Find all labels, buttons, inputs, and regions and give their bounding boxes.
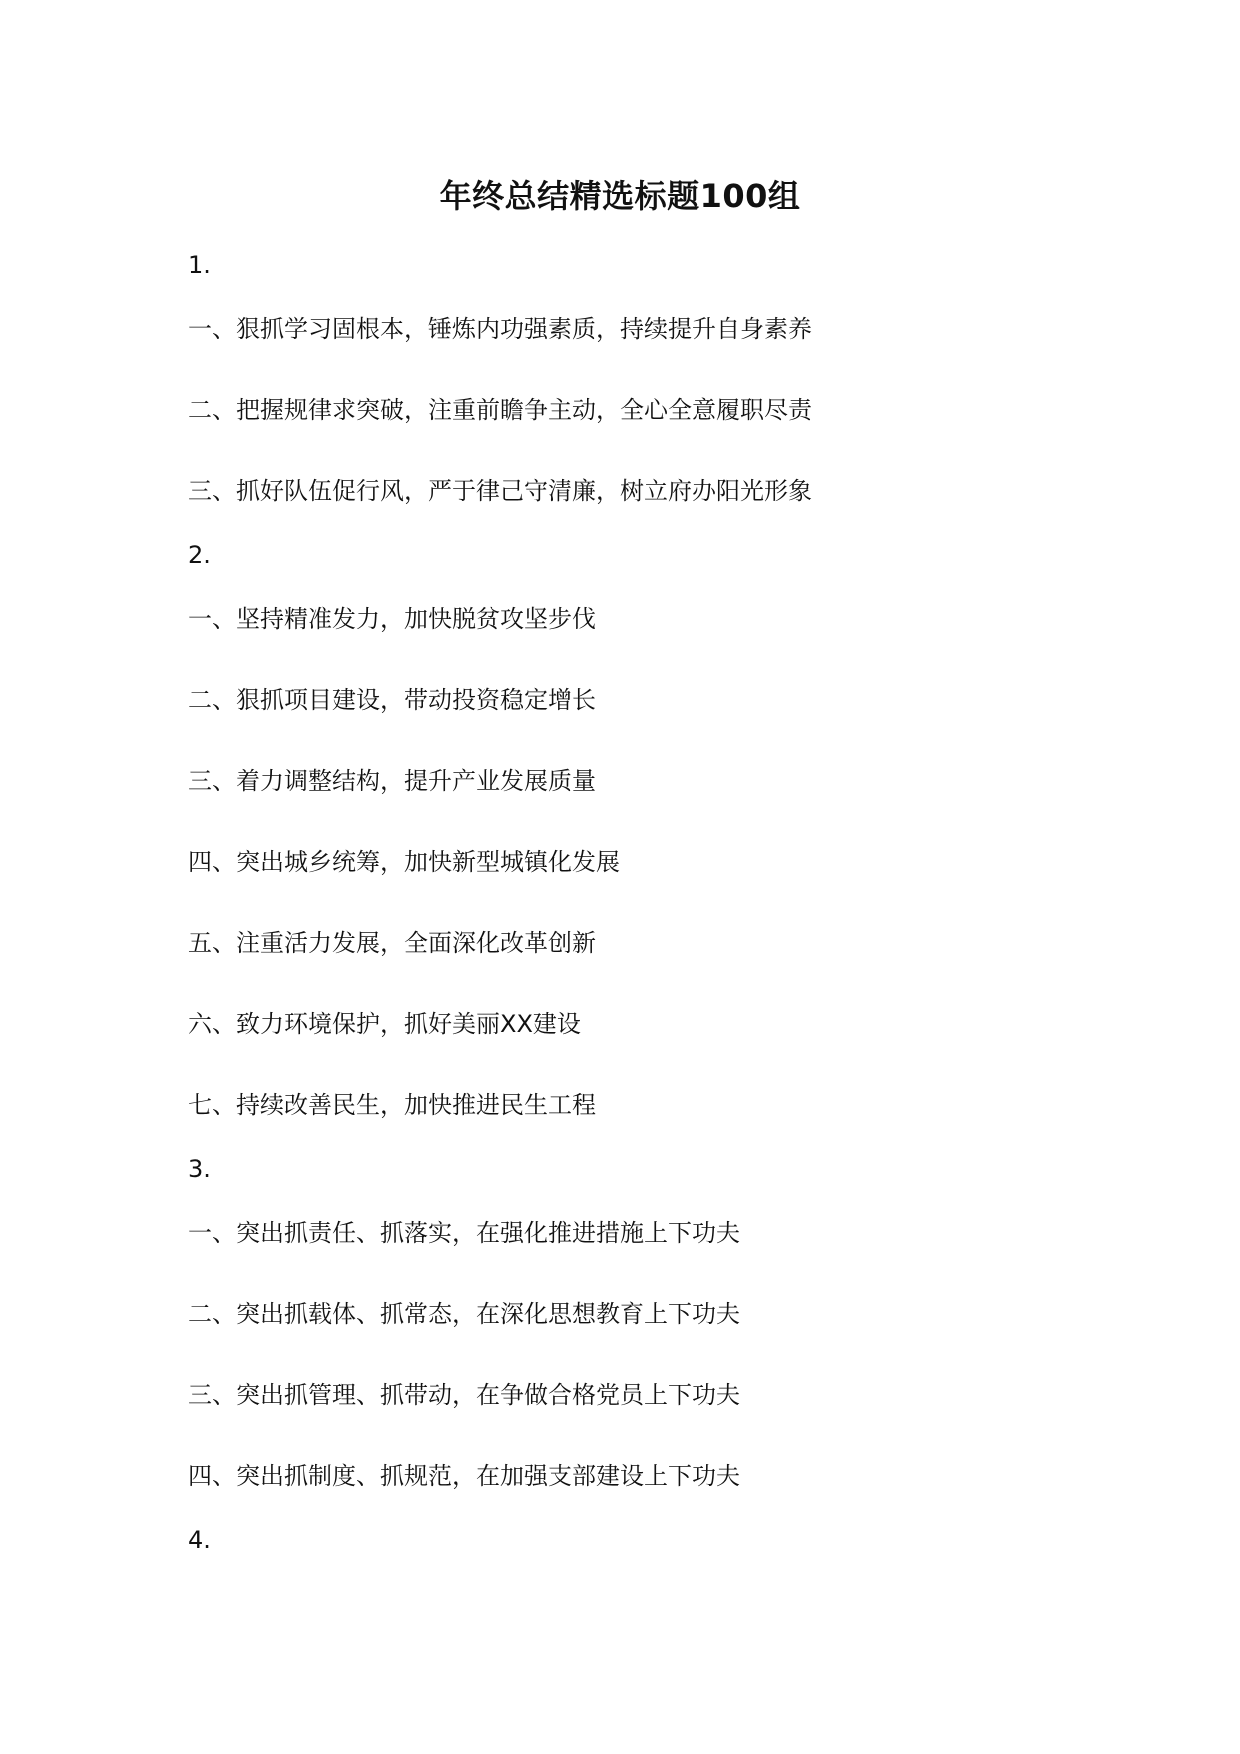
list-item: 二、狠抓项目建设，带动投资稳定增长 xyxy=(188,686,596,714)
list-item: 二、突出抓载体、抓常态，在深化思想教育上下功夫 xyxy=(188,1300,740,1328)
list-item: 五、注重活力发展，全面深化改革创新 xyxy=(188,929,596,957)
group-number-3: 3. xyxy=(188,1155,211,1183)
list-item: 三、抓好队伍促行风，严于律己守清廉，树立府办阳光形象 xyxy=(188,477,812,505)
list-item: 三、突出抓管理、抓带动，在争做合格党员上下功夫 xyxy=(188,1381,740,1409)
group-number-1: 1. xyxy=(188,251,211,279)
group-number-4: 4. xyxy=(188,1526,211,1554)
list-item: 七、持续改善民生，加快推进民生工程 xyxy=(188,1091,596,1119)
list-item: 三、着力调整结构，提升产业发展质量 xyxy=(188,767,596,795)
list-item: 四、突出抓制度、抓规范，在加强支部建设上下功夫 xyxy=(188,1462,740,1490)
list-item: 一、突出抓责任、抓落实，在强化推进措施上下功夫 xyxy=(188,1219,740,1247)
document-title: 年终总结精选标题100组 xyxy=(439,177,801,215)
list-item: 二、把握规律求突破，注重前瞻争主动，全心全意履职尽责 xyxy=(188,396,812,424)
list-item: 四、突出城乡统筹，加快新型城镇化发展 xyxy=(188,848,620,876)
list-item: 一、狠抓学习固根本，锤炼内功强素质，持续提升自身素养 xyxy=(188,315,812,343)
list-item: 一、坚持精准发力，加快脱贫攻坚步伐 xyxy=(188,605,596,633)
list-item: 六、致力环境保护，抓好美丽XX建设 xyxy=(188,1010,581,1038)
group-number-2: 2. xyxy=(188,541,211,569)
